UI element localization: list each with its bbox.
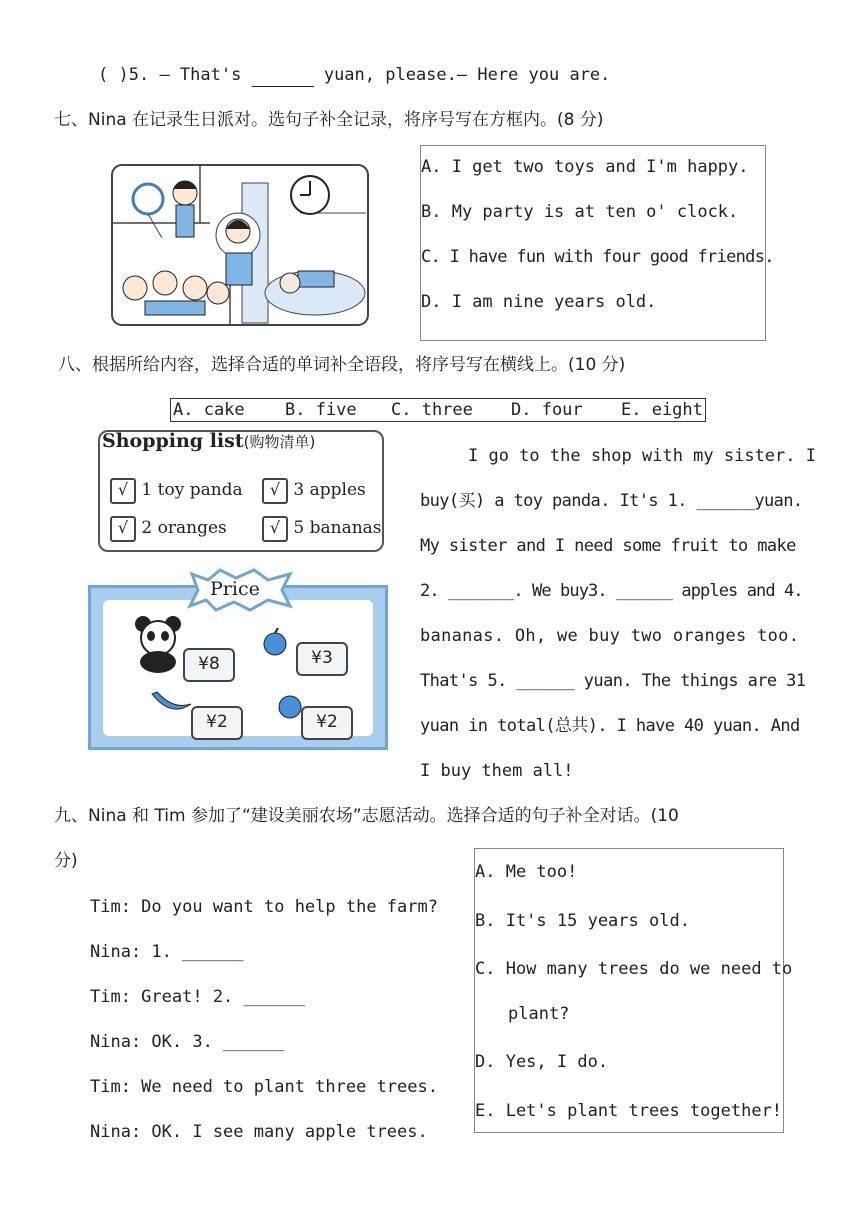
dialog-line: Tim: We need to plant three trees. <box>90 1077 438 1097</box>
check-icon: √ <box>110 478 136 504</box>
option-c: C. How many trees do we need to <box>475 959 793 979</box>
question-5 <box>98 64 610 87</box>
check-icon: √ <box>110 516 136 542</box>
passage-line: bananas. Oh, we buy two oranges too. <box>420 626 800 646</box>
word-bank <box>170 398 706 422</box>
option-a: A. I get two toys and I'm happy. <box>421 157 749 177</box>
option-c: C. I have fun with four good friends. <box>421 247 774 267</box>
passage-line: I buy them all! <box>420 761 574 781</box>
section-9-heading-cont: 分) <box>54 851 78 871</box>
option-b: B. It's 15 years old. <box>475 911 690 931</box>
option-e: E. Let's plant trees together! <box>475 1101 783 1121</box>
passage-line: That's 5. ______ yuan. The things are 31 <box>420 671 806 691</box>
price-title: Price <box>210 578 260 600</box>
section-9-options-box <box>474 848 793 1133</box>
price-tag-panda: ¥8 <box>183 648 235 682</box>
check-icon: √ <box>262 516 288 542</box>
dialog-line: Tim: Do you want to help the farm? <box>90 897 438 917</box>
word-option: D. four <box>511 400 583 420</box>
banana-icon <box>149 688 193 718</box>
dialog-line: Nina: 1. ______ <box>90 942 244 962</box>
option-c-cont: plant? <box>508 1004 570 1024</box>
option-d: D. Yes, I do. <box>475 1052 609 1072</box>
price-tag-orange: ¥2 <box>301 706 353 740</box>
price-tag-apple: ¥3 <box>296 642 348 676</box>
word-option: C. three <box>391 400 473 420</box>
option-d: D. I am nine years old. <box>421 292 657 312</box>
price-tag-banana: ¥2 <box>191 706 243 740</box>
girl-icon <box>173 181 197 237</box>
section-9-heading: 九、Nina 和 Tim 参加了“建设美丽农场”志愿活动。选择合适的句子补全对话。(10 <box>54 806 679 826</box>
answer-paren: ( )5. <box>98 65 150 85</box>
dialog-line: Tim: Great! 2. ______ <box>90 987 305 1007</box>
passage-line: I go to the shop with my sister. I <box>468 446 816 466</box>
shopping-list-title: Shopping list(购物清单) <box>102 430 316 452</box>
section-7-heading: 七、Nina 在记录生日派对。选句子补全记录，将序号写在方框内。(8 分) <box>54 110 604 130</box>
shopping-list-card <box>98 430 384 552</box>
check-icon: √ <box>262 478 288 504</box>
passage-line: My sister and I need some fruit to make <box>420 536 796 556</box>
word-option: E. eight <box>621 400 703 420</box>
q5-text-a: — That's <box>159 65 242 85</box>
q5-text-b: yuan, please.— Here you are. <box>323 65 611 85</box>
apple-icon <box>261 628 291 658</box>
panda-icon <box>129 614 189 674</box>
shopping-item: √ 2 oranges <box>110 516 227 542</box>
option-b: B. My party is at ten o' clock. <box>421 202 739 222</box>
dialog-line: Nina: OK. 3. ______ <box>90 1032 285 1052</box>
passage-line: buy(买) a toy panda. It's 1. ______yuan. <box>420 491 803 511</box>
dialog-line: Nina: OK. I see many apple trees. <box>90 1122 428 1142</box>
section-8-heading: 八、根据所给内容，选择合适的单词补全语段，将序号写在横线上。(10 分) <box>58 355 626 375</box>
word-option: A. cake <box>173 400 245 420</box>
shopping-item: √ 3 apples <box>262 478 366 504</box>
orange-icon <box>277 692 305 720</box>
section-7-options-box <box>420 145 774 341</box>
toys-table-icon <box>265 271 365 315</box>
option-a: A. Me too! <box>475 862 578 882</box>
clock-icon <box>291 176 329 214</box>
shopping-item: √ 1 toy panda <box>110 478 243 504</box>
shopping-item: √ 5 bananas <box>262 516 382 542</box>
passage-line: 2. _______. We buy3. ______ apples and 4. <box>420 581 803 601</box>
word-option: B. five <box>285 400 357 420</box>
passage-line: yuan in total(总共). I have 40 yuan. And <box>420 716 800 736</box>
answer-blank[interactable] <box>252 64 314 87</box>
birthday-party-illustration <box>110 163 370 328</box>
